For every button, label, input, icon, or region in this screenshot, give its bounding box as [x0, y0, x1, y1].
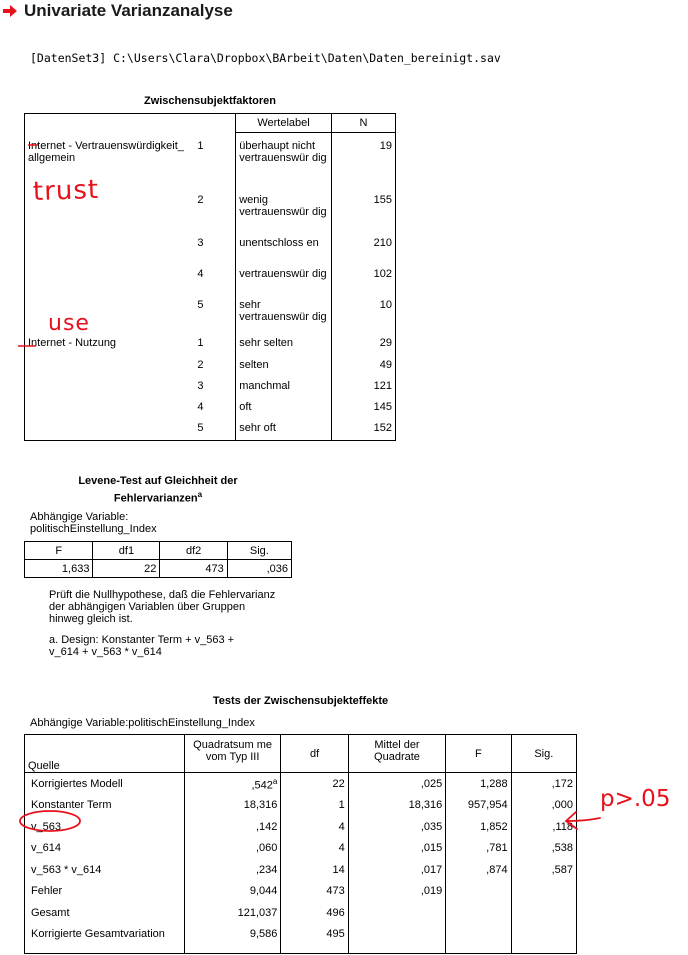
table-row: 4 vertrauenswür dig 102	[25, 261, 396, 292]
levene-footnote: a. Design: Konstanter Term + v_563 + v_614 + v_563 * v_614	[49, 634, 235, 658]
table-row: Internet - Nutzung 1 sehr selten 29	[25, 333, 396, 355]
annotation-p: p>.05	[600, 786, 671, 812]
arrow-right-icon	[2, 4, 18, 18]
title-text: Univariate Varianzanalyse	[24, 1, 233, 20]
table-row: Fehler 9,044 473 ,019	[25, 881, 577, 903]
table-row: 2 wenig vertrauenswür dig 155	[25, 187, 396, 230]
table-row: 3 manchmal 121	[25, 376, 396, 397]
tests-caption: Tests der Zwischensubjekteffekte	[212, 695, 389, 707]
table-row: 1,633 22 473 ,036	[25, 560, 292, 578]
col-source: Quelle	[25, 735, 185, 773]
table-row: Korrigiertes Modell ,542$^a$ 22 ,025 1,288 ,172	[25, 773, 577, 795]
table-row: v_614 ,060 4 ,015 ,781 ,538	[25, 838, 577, 860]
factors-table	[24, 113, 396, 441]
annotation-trust: trust	[32, 174, 100, 208]
table-row: Internet - Vertrauenswürdigkeit_ allgemein 1 überhaupt nicht vertrauenswür dig 19	[25, 133, 396, 187]
header-label: Wertelabel	[236, 114, 332, 133]
levene-caption: Levene-Test auf Gleichheit der Fehlervarianzen$^a$	[78, 475, 238, 505]
table-row: Gesamt 121,037 496	[25, 902, 577, 924]
table-row: 4 oft 145	[25, 397, 396, 418]
table-row: 5 sehr oft 152	[25, 418, 396, 441]
tests-dependent: Abhängige Variable:politischEinstellung_Index	[30, 717, 255, 729]
header-n: N	[331, 114, 395, 133]
table-row: 3 unentschloss en 210	[25, 230, 396, 261]
annotation-use: use	[48, 311, 90, 336]
levene-dependent: Abhängige Variable: politischEinstellung_Index	[30, 511, 157, 535]
factors-caption: Zwischensubjektfaktoren	[143, 95, 277, 107]
levene-note: Prüft die Nullhypothese, daß die Fehlervarianz der abhängigen Variablen über Gruppen hinweg gleich ist.	[49, 589, 276, 625]
col-df: df	[281, 735, 348, 773]
col-sig: Sig.	[511, 735, 576, 773]
table-row: Korrigierte Gesamtvariation 9,586 495	[25, 924, 577, 954]
table-row: v_563 * v_614 ,234 14 ,017 ,874 ,587	[25, 859, 577, 881]
col-f: F	[446, 735, 511, 773]
table-row: v_563 ,142 4 ,035 1,852 ,118	[25, 816, 577, 838]
col-ms: Mittel der Quadrate	[348, 735, 446, 773]
table-row: 5 sehr vertrauenswür dig 10	[25, 292, 396, 333]
page-title	[2, 1, 233, 21]
dataset-path: [DatenSet3] C:\Users\Clara\Dropbox\BArbeit\Daten\Daten_bereinigt.sav	[30, 51, 501, 65]
tests-table	[24, 734, 577, 954]
levene-table: F df1 df2 Sig. 1,633 22 473 ,036	[24, 541, 292, 578]
factor-name: Internet - Nutzung	[28, 336, 117, 349]
factor-name: Internet - Vertrauenswürdigkeit_ allgemein	[28, 139, 184, 164]
table-row: 2 selten 49	[25, 355, 396, 376]
col-ss: Quadratsum me vom Typ III	[184, 735, 281, 773]
table-row: Konstanter Term 18,316 1 18,316 957,954 ,000	[25, 795, 577, 817]
